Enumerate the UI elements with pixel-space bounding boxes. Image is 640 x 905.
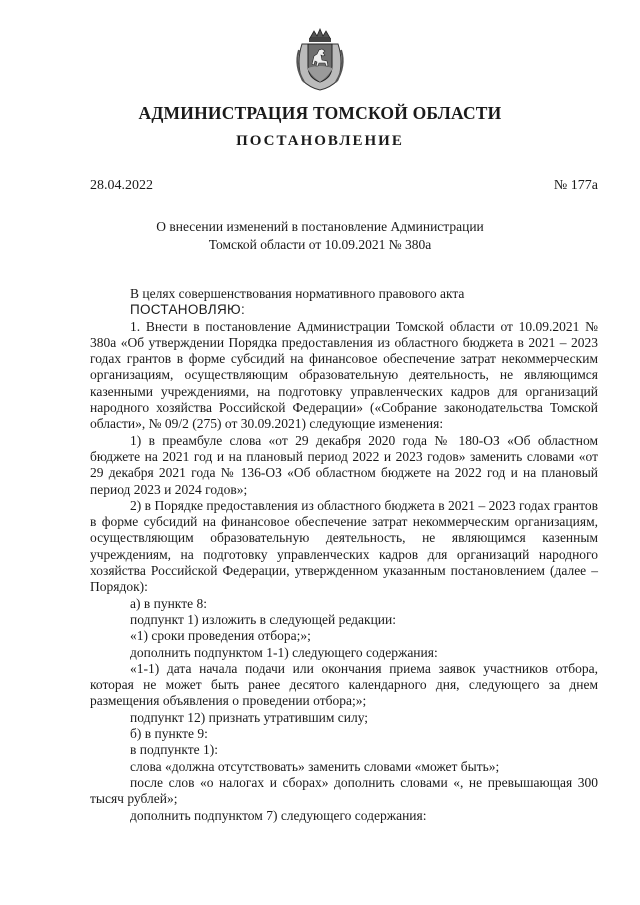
- paragraph: 2) в Порядке предоставления из областного бюджета в 2021 – 2023 годах грантов в форме субсидий на финансовое обеспечение затрат некоммерческим организациям, осуществляющим образовательную деятельность, не являющимся казенным учреждениям, на подготовку управленческих кадров для организаций народного хозяйства Российской Федерации, утвержденном указанным постановлением (далее – Порядок):: [90, 497, 598, 595]
- coat-of-arms-emblem: [292, 28, 348, 92]
- paragraph-intro: В целях совершенствования нормативного правового акта: [130, 286, 465, 301]
- paragraph: «1) сроки проведения отбора;»;: [130, 628, 311, 644]
- paragraph: б) в пункте 9:: [130, 726, 208, 742]
- paragraph: «1-1) дата начала подачи или окончания приема заявок участников отбора, которая не может быть ранее десятого календарного дня, следующего за днем размещения объявления о проведении отбора;»;: [90, 660, 598, 709]
- paragraph: подпункт 1) изложить в следующей редакции:: [130, 611, 397, 627]
- agency-name: АДМИНИСТРАЦИЯ ТОМСКОЙ ОБЛАСТИ: [138, 103, 502, 123]
- paragraph: а) в пункте 8:: [130, 595, 207, 611]
- paragraph-decree: ПОСТАНОВЛЯЮ:: [130, 302, 246, 318]
- paragraph: слова «должна отсутствовать» заменить словами «может быть»;: [130, 758, 500, 774]
- paragraph: дополнить подпунктом 7) следующего содержания:: [130, 807, 427, 823]
- paragraph: 1. Внести в постановление Администрации Томской области от 10.09.2021 № 380а «Об утверждении Порядка предоставления из областного бюджета в 2021 – 2023 годах грантов в форме субсидий на финансовое обеспечение затрат некоммерческим организациям, осуществляющим образовательную деятельность, не являющимся казенными учреждениями, на подготовку управленческих кадров для организаций народного хозяйства Российской Федерации» («Собрание законодательства Томской области», № 09/2 (275) от 30.09.2021) следующие изменения:: [90, 318, 598, 432]
- document-type: ПОСТАНОВЛЕНИЕ: [236, 133, 404, 149]
- tomsk-region-coat-of-arms-icon: [292, 28, 348, 92]
- paragraph: в подпункте 1):: [130, 742, 219, 758]
- document-number: № 177а: [553, 178, 598, 193]
- title-line: Томской области от 10.09.2021 № 380а: [208, 237, 432, 252]
- paragraph: 1) в преамбуле слова «от 29 декабря 2020 года № 180-ОЗ «Об областном бюджете на 2021 год и на плановый период 2022 и 2023 годов» заменить словами «от 29 декабря 2021 года № 136-ОЗ «Об областном бюджете на 2022 год и на плановый период 2023 и 2024 годов»;: [90, 432, 598, 497]
- document-title: [120, 218, 520, 254]
- paragraph: дополнить подпунктом 1-1) следующего содержания:: [130, 644, 438, 660]
- paragraph: после слов «о налогах и сборах» дополнить словами «, не превышающая 300 тысяч рублей»;: [90, 774, 598, 807]
- title-line: О внесении изменений в постановление Администрации: [156, 219, 484, 234]
- document-date: 28.04.2022: [90, 178, 153, 193]
- paragraph: подпункт 12) признать утратившим силу;: [130, 709, 369, 725]
- document-body: [90, 286, 598, 824]
